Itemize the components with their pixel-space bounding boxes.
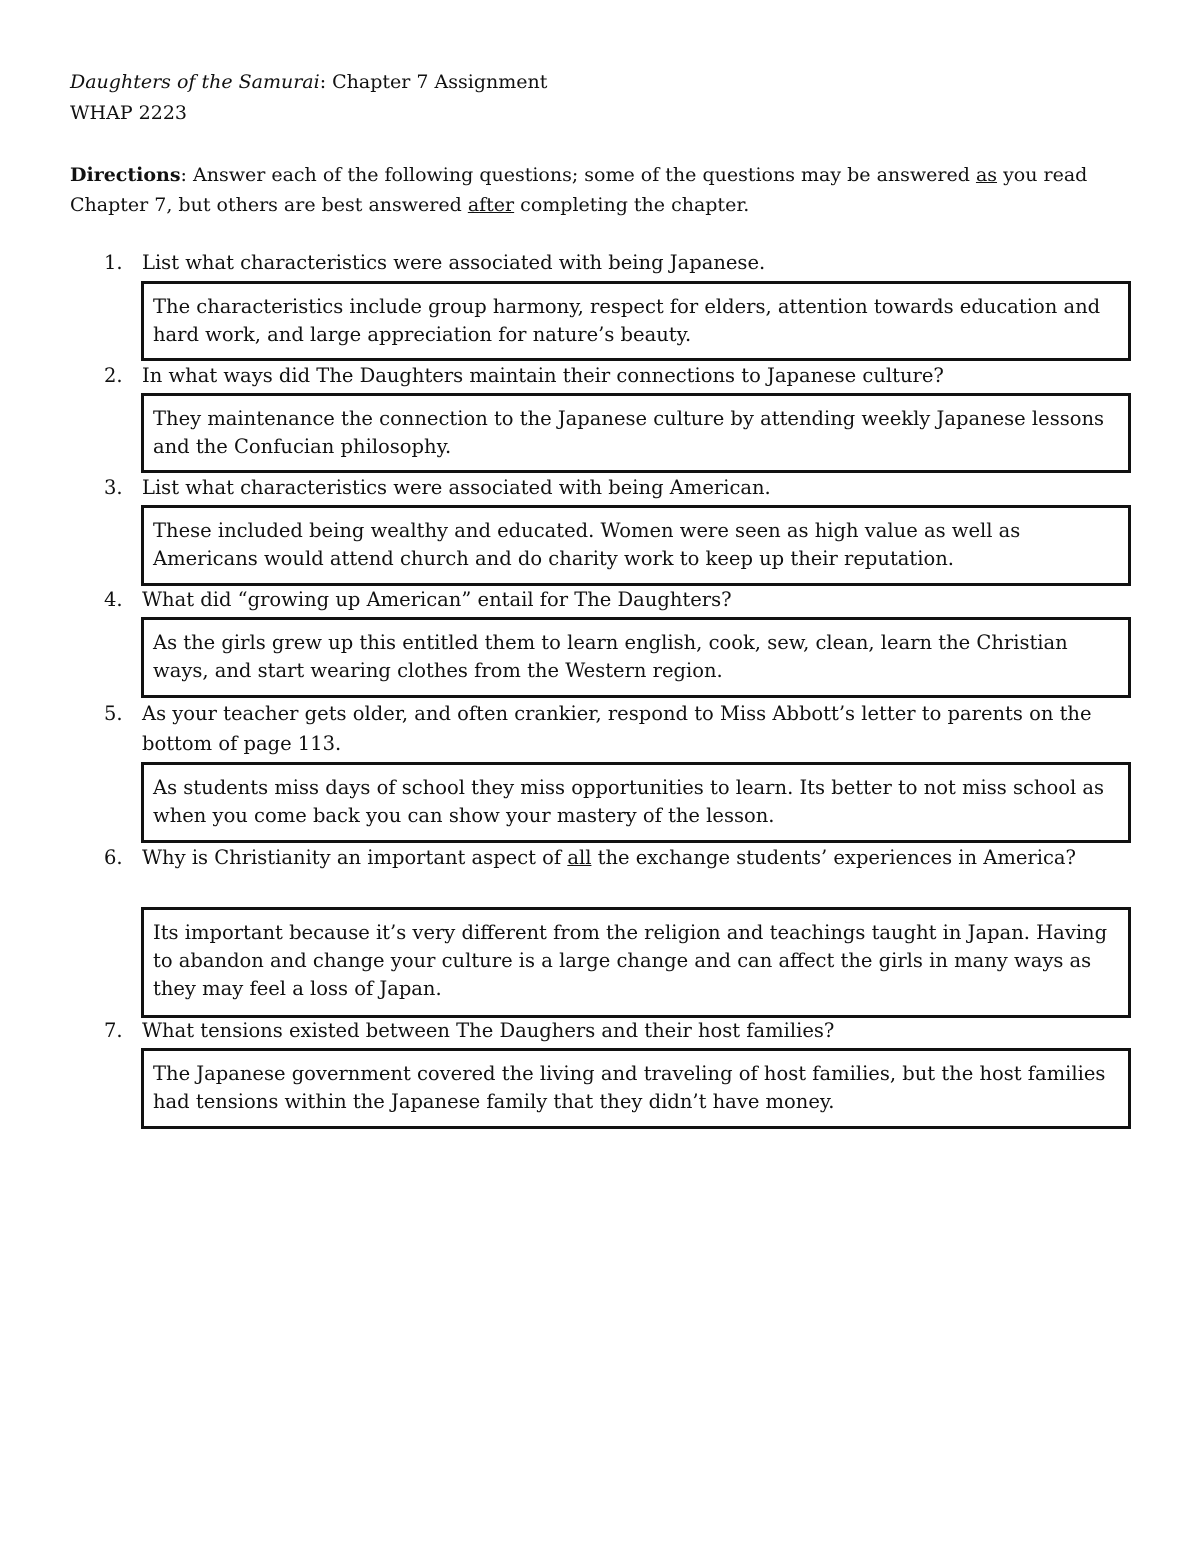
question-text: What tensions existed between The Daughers and their host families? xyxy=(142,1019,835,1042)
question-text: List what characteristics were associated with being Japanese. xyxy=(142,251,766,274)
question-text: In what ways did The Daughters maintain their connections to Japanese culture? xyxy=(142,364,944,387)
question-number: 7. xyxy=(104,1019,123,1042)
question-text: List what characteristics were associated with being American. xyxy=(142,476,771,499)
answer-box[interactable]: Its important because it’s very different from the religion and teachings taught in Japan. Having to abandon and change your culture is a large change and can affect the girls in many ways as they may feel a loss of Japan. xyxy=(141,907,1131,1018)
answer-box[interactable]: The Japanese government covered the living and traveling of host families, but the host families had tensions within the Japanese family that they didn’t have money. xyxy=(141,1048,1131,1129)
underlined-after: after xyxy=(467,194,515,216)
assignment-title xyxy=(70,70,547,94)
answer-box[interactable]: These included being wealthy and educated. Women were seen as high value as well as Americans would attend church and do charity work to keep up their reputation. xyxy=(141,505,1131,586)
question-number: 6. xyxy=(104,846,123,869)
answer-box[interactable]: As the girls grew up this entitled them to learn english, cook, sew, clean, learn the Christian ways, and start wearing clothes from the Western region. xyxy=(141,617,1131,698)
question-text: Why is Christianity an important aspect of all the exchange students’ experiences in America? xyxy=(142,846,1076,869)
answer-box[interactable]: They maintenance the connection to the Japanese culture by attending weekly Japanese lessons and the Confucian philosophy. xyxy=(141,393,1131,473)
assignment-title-rest: : Chapter 7 Assignment xyxy=(319,71,548,93)
question-number: 1. xyxy=(104,251,123,274)
answer-box[interactable]: The characteristics include group harmony, respect for elders, attention towards education and hard work, and large appreciation for nature’s beauty. xyxy=(141,281,1131,361)
course-code: WHAP 2223 xyxy=(70,102,187,124)
underlined-all: all xyxy=(567,846,592,869)
question-number: 5. xyxy=(104,702,123,725)
book-title: Daughters of the Samurai xyxy=(70,71,320,93)
question-text: What did “growing up American” entail for The Daughters? xyxy=(142,588,732,611)
directions-label: Directions xyxy=(70,164,181,186)
question-text: As your teacher gets older, and often crankier, respond to Miss Abbott’s letter to parents on the bottom of page 113. xyxy=(142,702,1092,755)
directions-paragraph: Directions: Answer each of the following questions; some of the questions may be answered as you read Chapter 7, but others are best answered after completing the chapter. xyxy=(70,164,1088,216)
question-number: 4. xyxy=(104,588,123,611)
answer-box[interactable]: As students miss days of school they miss opportunities to learn. Its better to not miss school as when you come back you can show your mastery of the lesson. xyxy=(141,762,1131,843)
question-number: 2. xyxy=(104,364,123,387)
question-number: 3. xyxy=(104,476,123,499)
underlined-as: as xyxy=(975,164,998,186)
